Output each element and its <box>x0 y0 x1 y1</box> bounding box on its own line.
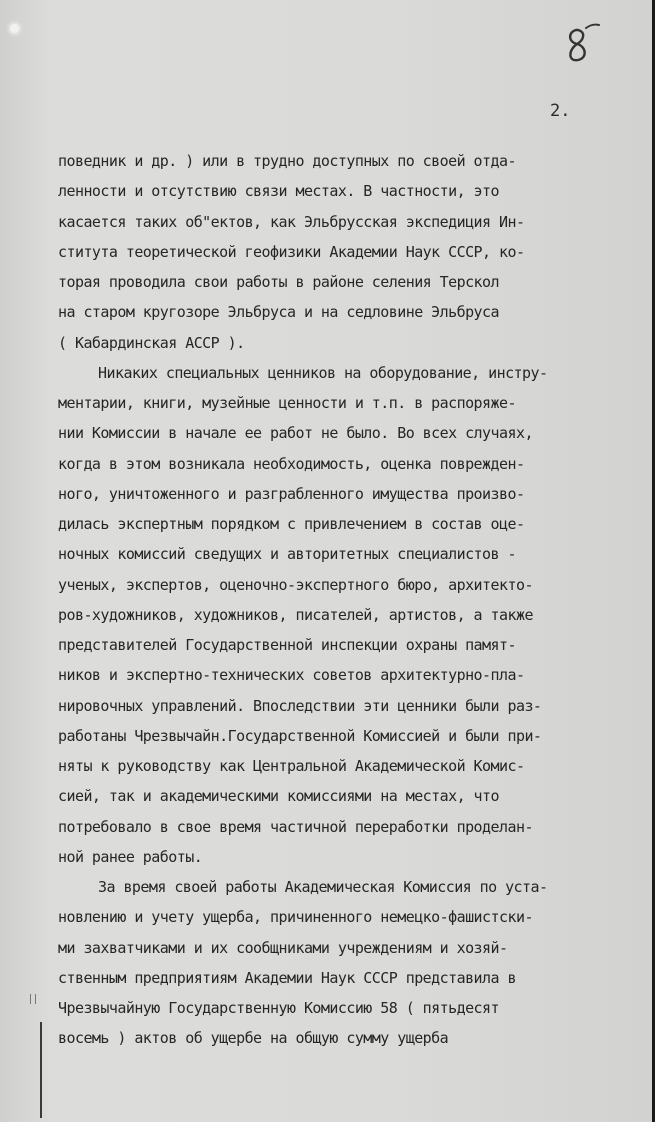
margin-mark <box>30 994 36 1004</box>
text-line: нии Комиссии в начале ее работ не было. Во всех случаях, <box>58 424 533 443</box>
margin-line <box>40 1022 42 1118</box>
text-line: ной ранее работы. <box>58 847 203 866</box>
text-line: няты к руководству как Центральной Академической Комис- <box>58 757 525 775</box>
text-line: сией, так и академическими комиссиями на местах, что <box>58 787 500 806</box>
paragraph-start-line: Никаких специальных ценников на оборудование, инстру- <box>98 363 548 382</box>
paragraph-start-line: За время своей работы Академическая Комиссия по уста- <box>98 878 548 896</box>
text-line: дилась экспертным порядком с привлечением в состав оце- <box>58 515 525 533</box>
text-line: нировочных управлений. Впоследствии эти ценники были раз- <box>58 696 542 715</box>
text-line: представителей Государственной инспекции охраны памят- <box>58 636 516 654</box>
text-line: ми захватчиками и их сообщниками учреждениям и хозяй- <box>58 938 508 957</box>
paper-blemish <box>10 24 19 33</box>
text-line: ственным предприятиям Академии Наук СССР представила в <box>58 968 516 987</box>
text-line: работаны Чрезвычайн.Государственной Комиссией и были при- <box>58 726 542 745</box>
text-line: ленности и отсутствию связи местах. В частности, это <box>58 182 500 201</box>
text-line: Чрезвычайную Государственную Комиссию 58 ( пятьдесят <box>58 999 500 1017</box>
text-line: ( Кабардинская АССР ). <box>58 333 245 352</box>
text-line: ученых, экспертов, оценочно-экспертного бюро, архитекто- <box>58 575 533 594</box>
text-line: на старом кругозоре Эльбруса и на седловине Эльбруса <box>58 303 500 322</box>
text-line: новлению и учету ущерба, причиненного немецко-фашистски- <box>58 908 533 927</box>
text-line: ников и экспертно-технических советов архитектурно-пла- <box>58 666 525 685</box>
text-line: когда в этом возникала необходимость, оценка поврежден- <box>58 454 525 473</box>
page-number: 2. <box>550 101 571 121</box>
typed-body-text <box>58 146 655 1054</box>
text-line: ментарии, книги, музейные ценности и т.п. в распоряже- <box>58 394 516 412</box>
text-line: потребовало в свое время частичной переработки проделан- <box>58 817 533 836</box>
text-line: ного, уничтоженного и разграбленного имущества произво- <box>58 484 525 503</box>
text-line: ров-художников, художников, писателей, артистов, а также <box>58 605 533 624</box>
text-line: поведник и др. ) или в трудно доступных по своей отда- <box>58 152 516 170</box>
text-line: восемь ) актов об ущербе на общую сумму ущерба <box>58 1029 449 1048</box>
archive-folio-mark <box>562 22 602 68</box>
text-line: ночных комиссий сведущих и авторитетных специалистов - <box>58 545 516 564</box>
text-line: ститута теоретической геофизики Академии Наук СССР, ко- <box>58 242 525 261</box>
text-line: торая проводила свои работы в районе селения Терскол <box>58 273 500 291</box>
text-line: касается таких об"ектов, как Эльбрусская экспедиция Ин- <box>58 212 525 231</box>
